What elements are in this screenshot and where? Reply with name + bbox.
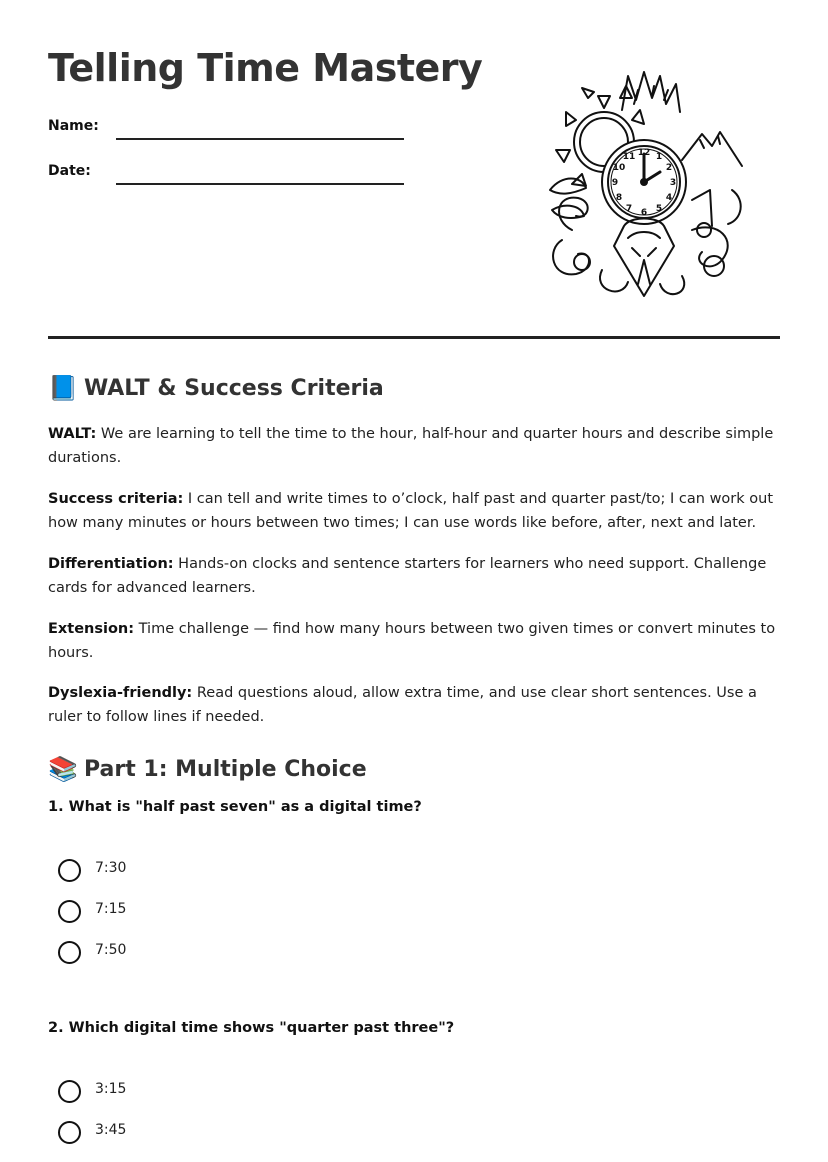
blue-book-icon: 📘	[48, 374, 78, 402]
option-label: 7:50	[95, 942, 127, 958]
clock-numeral-5: 5	[655, 204, 663, 214]
option-item[interactable]	[48, 1121, 780, 1162]
differentiation-paragraph	[48, 552, 780, 600]
part1-heading-text: Part 1: Multiple Choice	[84, 756, 367, 782]
success-criteria-text: I can tell and write times to o’clock, half past and quarter past/to; I can work out how many minutes or hours between two times; I can use words like before, after, next and later.	[48, 491, 774, 531]
clock-numeral-8: 8	[615, 193, 623, 203]
dyslexia-text: Read questions aloud, allow extra time, and use clear short sentences. Use a ruler to follow lines if needed.	[48, 685, 757, 725]
walt-heading	[48, 372, 780, 404]
question-2: 2. Which digital time shows "quarter past three"?	[48, 1020, 455, 1036]
question-1: 1. What is "half past seven" as a digital time?	[48, 799, 422, 815]
dyslexia-paragraph	[48, 681, 780, 729]
question-1-options	[48, 859, 780, 982]
worksheet-content	[48, 372, 780, 1162]
walt-heading-text: WALT & Success Criteria	[84, 375, 384, 401]
differentiation-text: Hands-on clocks and sentence starters for learners who need support. Challenge cards for advanced learners.	[48, 556, 767, 596]
option-label: 3:45	[95, 1122, 127, 1138]
option-item[interactable]	[48, 1080, 780, 1121]
books-icon: 📚	[48, 755, 78, 783]
date-input-line[interactable]	[116, 183, 404, 185]
clock-numeral-9: 9	[611, 178, 619, 188]
clock-numeral-2: 2	[665, 163, 673, 173]
clock-numeral-1: 1	[655, 152, 663, 162]
option-label: 3:15	[95, 1081, 127, 1097]
clock-sun-mountain-illustration	[542, 70, 746, 302]
name-input-line[interactable]	[116, 138, 404, 140]
option-label: 7:30	[95, 860, 127, 876]
extension-label: Extension:	[48, 621, 135, 637]
section-divider	[48, 336, 780, 339]
mountain-icon	[682, 132, 742, 166]
success-criteria-label: Success criteria:	[48, 491, 184, 507]
dyslexia-label: Dyslexia-friendly:	[48, 685, 193, 701]
radio-circle-icon[interactable]	[58, 1080, 81, 1103]
page-title: Telling Time Mastery	[48, 46, 483, 90]
walt-label: WALT:	[48, 426, 97, 442]
option-label: 7:15	[95, 901, 127, 917]
option-item[interactable]	[48, 900, 780, 941]
clock-numeral-7: 7	[625, 204, 633, 214]
part1-heading	[48, 753, 780, 785]
radio-circle-icon[interactable]	[58, 859, 81, 882]
name-label: Name:	[48, 118, 99, 134]
date-label: Date:	[48, 163, 91, 179]
radio-circle-icon[interactable]	[58, 900, 81, 923]
clock-numeral-12: 12	[637, 148, 651, 158]
walt-paragraph	[48, 422, 780, 470]
differentiation-label: Differentiation:	[48, 556, 174, 572]
clock-numeral-11: 11	[622, 152, 636, 162]
option-item[interactable]	[48, 859, 780, 900]
option-item[interactable]	[48, 941, 780, 982]
radio-circle-icon[interactable]	[58, 1121, 81, 1144]
success-criteria-paragraph	[48, 487, 780, 535]
walt-text: We are learning to tell the time to the hour, half-hour and quarter hours and describe simple durations.	[48, 426, 774, 466]
clock-numeral-3: 3	[669, 178, 677, 188]
clock-numeral-6: 6	[640, 208, 648, 218]
extension-paragraph	[48, 617, 780, 665]
extension-text: Time challenge — find how many hours between two given times or convert minutes to hours.	[48, 621, 776, 661]
clock-numeral-4: 4	[665, 193, 673, 203]
radio-circle-icon[interactable]	[58, 941, 81, 964]
question-2-options	[48, 1080, 780, 1162]
clock-numeral-10: 10	[612, 163, 626, 173]
